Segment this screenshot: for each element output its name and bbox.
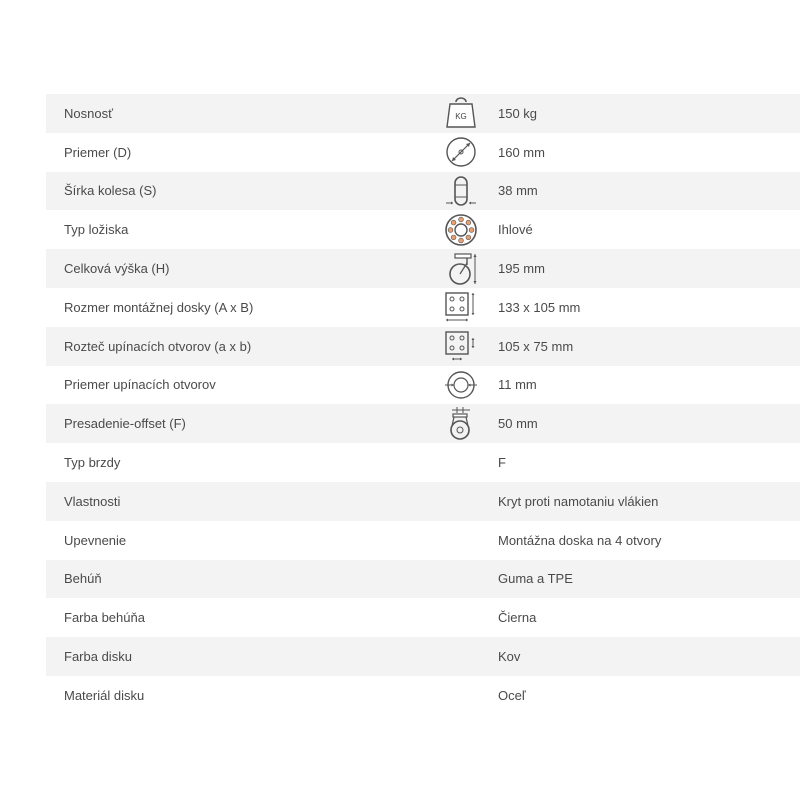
spec-value: 105 x 75 mm bbox=[498, 338, 574, 354]
spec-value: Čierna bbox=[498, 610, 537, 626]
spec-label: Vlastnosti bbox=[64, 493, 121, 509]
spec-label: Behúň bbox=[64, 571, 102, 587]
spec-label: Nosnosť bbox=[64, 105, 113, 121]
spec-row-nosnost bbox=[46, 94, 800, 133]
spec-row-vlastnosti bbox=[46, 482, 800, 521]
total-height-icon bbox=[442, 250, 498, 288]
spec-label: Typ ložiska bbox=[64, 222, 129, 238]
spec-label: Farba disku bbox=[64, 649, 132, 665]
spec-row-otvory bbox=[46, 366, 800, 405]
spec-label: Farba behúňa bbox=[64, 610, 145, 626]
spec-label: Priemer upínacích otvorov bbox=[64, 377, 216, 393]
spec-row-brzda bbox=[46, 443, 800, 482]
spec-value: Kryt proti namotaniu vlákien bbox=[498, 493, 659, 509]
spec-label: Typ brzdy bbox=[64, 455, 121, 471]
spec-value: Kov bbox=[498, 649, 521, 665]
bearing-icon bbox=[442, 211, 498, 249]
spec-value: Montážna doska na 4 otvory bbox=[498, 532, 662, 548]
spec-label: Upevnenie bbox=[64, 532, 127, 548]
spec-label: Šírka kolesa (S) bbox=[64, 183, 157, 199]
spec-value: 38 mm bbox=[498, 183, 538, 199]
spec-value: 50 mm bbox=[498, 416, 538, 432]
spec-value: 160 mm bbox=[498, 144, 545, 160]
spec-value: Guma a TPE bbox=[498, 571, 573, 587]
spec-label: Presadenie-offset (F) bbox=[64, 416, 186, 432]
spec-row-offset bbox=[46, 404, 800, 443]
offset-icon bbox=[442, 405, 498, 443]
hole-diameter-icon bbox=[442, 366, 498, 404]
spec-row-material-disku bbox=[46, 676, 800, 715]
spec-label: Rozmer montážnej dosky (A x B) bbox=[64, 299, 254, 315]
spec-label: Materiál disku bbox=[64, 687, 145, 703]
spec-value: Ihlové bbox=[498, 222, 533, 238]
spec-row-doska bbox=[46, 288, 800, 327]
spec-value: F bbox=[498, 455, 506, 471]
mounting-plate-size-icon bbox=[442, 288, 498, 326]
spec-row-lozisko bbox=[46, 210, 800, 249]
spec-row-upevnenie bbox=[46, 521, 800, 560]
spec-label: Rozteč upínacích otvorov (a x b) bbox=[64, 338, 252, 354]
spec-label: Priemer (D) bbox=[64, 144, 132, 160]
spec-row-farba-disku bbox=[46, 637, 800, 676]
spec-row-farba-behuna bbox=[46, 598, 800, 637]
wheel-width-icon bbox=[442, 172, 498, 210]
wheel-diameter-icon bbox=[442, 133, 498, 171]
spec-value: 133 x 105 mm bbox=[498, 299, 581, 315]
spec-row-priemer bbox=[46, 133, 800, 172]
spec-row-behun bbox=[46, 560, 800, 599]
spec-value: 150 kg bbox=[498, 105, 538, 121]
weight-kg-icon bbox=[442, 94, 498, 132]
spec-label: Celková výška (H) bbox=[64, 261, 170, 277]
spec-table bbox=[46, 94, 800, 715]
spec-value: Oceľ bbox=[498, 687, 526, 703]
spec-value: 195 mm bbox=[498, 261, 545, 277]
spec-row-roztec bbox=[46, 327, 800, 366]
spec-value: 11 mm bbox=[498, 377, 537, 393]
spec-row-sirka bbox=[46, 172, 800, 211]
hole-spacing-icon bbox=[442, 327, 498, 365]
spec-row-vyska bbox=[46, 249, 800, 288]
svg-text:KG: KG bbox=[455, 112, 467, 122]
